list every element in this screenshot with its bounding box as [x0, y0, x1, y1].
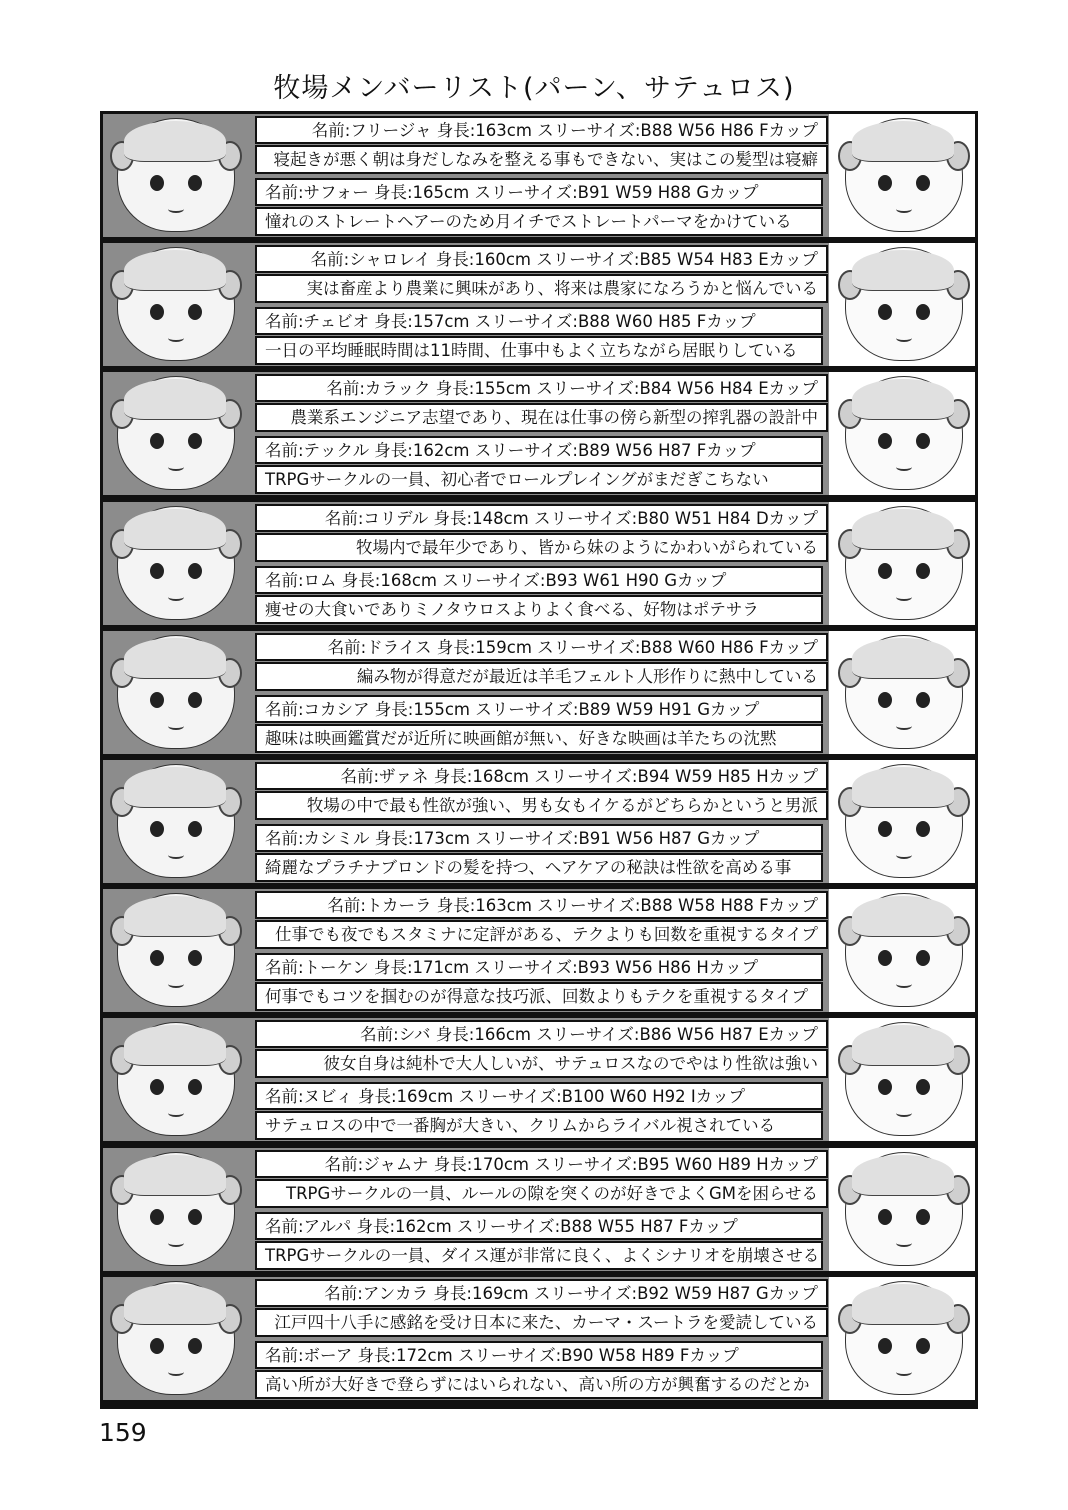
eye-icon — [150, 433, 164, 449]
eye-icon — [150, 304, 164, 320]
portrait-bottom-member — [845, 635, 963, 749]
portrait-top-member — [117, 1281, 235, 1395]
bottom-member-note: TRPGサークルの一員、ダイス運が非常に良く、よくシナリオを崩壊させる — [255, 1241, 823, 1270]
top-member-profile: 名前:ザァネ 身長:168cm スリーサイズ:B94 W59 H85 Hカップ — [255, 762, 828, 790]
mouth-icon — [168, 205, 184, 213]
bottom-member-note: 趣味は映画鑑賞だが近所に映画館が無い、好きな映画は羊たちの沈黙 — [255, 724, 823, 753]
member-row — [103, 243, 975, 366]
eye-icon — [916, 1079, 930, 1095]
eye-icon — [150, 563, 164, 579]
eye-icon — [878, 175, 892, 191]
page-number: 159 — [99, 1418, 147, 1447]
eye-icon — [916, 950, 930, 966]
eye-icon — [150, 1209, 164, 1225]
top-member-note: 江戸四十八手に感銘を受け日本に来た、カーマ・スートラを愛読している — [255, 1308, 828, 1337]
portrait-bottom-member — [845, 893, 963, 1007]
top-member-note: 彼女自身は純朴で大人しいが、サテュロスなのでやはり性欲は強い — [255, 1049, 828, 1078]
eye-icon — [916, 175, 930, 191]
top-member-profile: 名前:ドライス 身長:159cm スリーサイズ:B88 W60 H86 Fカップ — [255, 633, 828, 661]
eye-icon — [150, 1079, 164, 1095]
member-row — [103, 1148, 975, 1271]
hair-shape — [124, 896, 226, 937]
hair-shape — [852, 509, 954, 550]
eye-icon — [150, 175, 164, 191]
portrait-bottom-member — [845, 376, 963, 490]
hair-shape — [124, 767, 226, 808]
hair-shape — [852, 121, 954, 162]
mouth-icon — [168, 722, 184, 730]
portrait-bottom-member — [845, 764, 963, 878]
top-member-profile: 名前:シャロレイ 身長:160cm スリーサイズ:B85 W54 H83 Eカップ — [255, 245, 828, 273]
mouth-icon — [896, 593, 912, 601]
hair-shape — [852, 250, 954, 291]
top-member-profile: 名前:アンカラ 身長:169cm スリーサイズ:B92 W59 H87 Gカップ — [255, 1279, 828, 1307]
hair-shape — [852, 1025, 954, 1066]
mouth-icon — [168, 851, 184, 859]
bottom-member-note: TRPGサークルの一員、初心者でロールプレイングがまだぎこちない — [255, 465, 823, 494]
top-member-profile: 名前:コリデル 身長:148cm スリーサイズ:B80 W51 H84 Dカップ — [255, 504, 828, 532]
bottom-member-profile: 名前:テックル 身長:162cm スリーサイズ:B89 W56 H87 Fカップ — [255, 436, 823, 464]
mouth-icon — [168, 980, 184, 988]
bottom-member-note: 何事でもコツを掴むのが得意な技巧派、回数よりもテクを重視するタイプ — [255, 982, 823, 1011]
bottom-member-profile: 名前:カシミル 身長:173cm スリーサイズ:B91 W56 H87 Gカップ — [255, 824, 823, 852]
eye-icon — [188, 821, 202, 837]
member-row — [103, 889, 975, 1012]
top-member-note: 実は畜産より農業に興味があり、将来は農家になろうかと悩んでいる — [255, 274, 828, 303]
bottom-member-note: 綺麗なプラチナブロンドの髪を持つ、ヘアケアの秘訣は性欲を高める事 — [255, 853, 823, 882]
top-member-note: 牧場内で最年少であり、皆から妹のようにかわいがられている — [255, 533, 828, 562]
top-member-profile: 名前:シバ 身長:166cm スリーサイズ:B86 W56 H87 Eカップ — [255, 1020, 828, 1048]
mouth-icon — [896, 1368, 912, 1376]
portrait-bottom-member — [845, 1022, 963, 1136]
hair-shape — [124, 1284, 226, 1325]
bottom-member-note: 痩せの大食いでありミノタウロスよりよく食べる、好物はポテサラ — [255, 595, 823, 624]
eye-icon — [916, 433, 930, 449]
bottom-member-profile: 名前:ボーア 身長:172cm スリーサイズ:B90 W58 H89 Fカップ — [255, 1341, 823, 1369]
mouth-icon — [168, 1109, 184, 1117]
portrait-bottom-member — [845, 247, 963, 361]
portrait-bottom-member — [845, 1281, 963, 1395]
top-member-profile: 名前:カラック 身長:155cm スリーサイズ:B84 W56 H84 Eカップ — [255, 374, 828, 402]
mouth-icon — [168, 463, 184, 471]
member-row — [103, 1018, 975, 1141]
portrait-top-member — [117, 635, 235, 749]
mouth-icon — [896, 980, 912, 988]
mouth-icon — [896, 1239, 912, 1247]
top-member-note: TRPGサークルの一員、ルールの隙を突くのが好きでよくGMを困らせる — [255, 1179, 828, 1208]
bottom-member-profile: 名前:アルパ 身長:162cm スリーサイズ:B88 W55 H87 Fカップ — [255, 1212, 823, 1240]
eye-icon — [188, 692, 202, 708]
mouth-icon — [896, 851, 912, 859]
bottom-member-note: 憧れのストレートヘアーのため月イチでストレートパーマをかけている — [255, 207, 823, 236]
portrait-bottom-member — [845, 118, 963, 232]
eye-icon — [150, 692, 164, 708]
bottom-member-profile: 名前:ロム 身長:168cm スリーサイズ:B93 W61 H90 Gカップ — [255, 566, 823, 594]
eye-icon — [150, 821, 164, 837]
portrait-top-member — [117, 247, 235, 361]
member-row — [103, 372, 975, 495]
eye-icon — [188, 175, 202, 191]
eye-icon — [878, 433, 892, 449]
hair-shape — [852, 896, 954, 937]
mouth-icon — [896, 722, 912, 730]
mouth-icon — [168, 334, 184, 342]
mouth-icon — [896, 205, 912, 213]
member-rows — [103, 114, 975, 1406]
eye-icon — [878, 950, 892, 966]
top-member-note: 農業系エンジニア志望であり、現在は仕事の傍ら新型の搾乳器の設計中 — [255, 403, 828, 432]
eye-icon — [188, 1209, 202, 1225]
eye-icon — [916, 692, 930, 708]
portrait-top-member — [117, 764, 235, 878]
eye-icon — [878, 304, 892, 320]
eye-icon — [188, 563, 202, 579]
top-member-note: 編み物が得意だが最近は羊毛フェルト人形作りに熱中している — [255, 662, 828, 691]
bottom-member-profile: 名前:コカシア 身長:155cm スリーサイズ:B89 W59 H91 Gカップ — [255, 695, 823, 723]
top-member-profile: 名前:トカーラ 身長:163cm スリーサイズ:B88 W58 H88 Fカップ — [255, 891, 828, 919]
top-member-note: 寝起きが悪く朝は身だしなみを整える事もできない、実はこの髪型は寝癖 — [255, 145, 828, 174]
eye-icon — [916, 821, 930, 837]
member-row — [103, 760, 975, 883]
eye-icon — [188, 433, 202, 449]
bottom-member-profile: 名前:サフォー 身長:165cm スリーサイズ:B91 W59 H88 Gカップ — [255, 178, 823, 206]
bottom-member-profile: 名前:チェビオ 身長:157cm スリーサイズ:B88 W60 H85 Fカップ — [255, 307, 823, 335]
bottom-member-note: 一日の平均睡眠時間は11時間、仕事中もよく立ちながら居眠りしている — [255, 336, 823, 365]
eye-icon — [878, 821, 892, 837]
bottom-member-profile: 名前:ヌビィ 身長:169cm スリーサイズ:B100 W60 H92 Iカップ — [255, 1082, 823, 1110]
hair-shape — [852, 1284, 954, 1325]
page-title: 牧場メンバーリスト(パーン、サテュロス) — [273, 73, 795, 104]
portrait-top-member — [117, 376, 235, 490]
portrait-top-member — [117, 1152, 235, 1266]
portrait-top-member — [117, 118, 235, 232]
hair-shape — [852, 1155, 954, 1196]
hair-shape — [124, 250, 226, 291]
eye-icon — [188, 1338, 202, 1354]
member-row — [103, 1277, 975, 1400]
portrait-bottom-member — [845, 1152, 963, 1266]
portrait-top-member — [117, 893, 235, 1007]
hair-shape — [124, 121, 226, 162]
eye-icon — [878, 1209, 892, 1225]
member-row — [103, 114, 975, 237]
bottom-member-note: サテュロスの中で一番胸が大きい、クリムからライバル視されている — [255, 1111, 823, 1140]
top-member-note: 牧場の中で最も性欲が強い、男も女もイケるがどちらかというと男派 — [255, 791, 828, 820]
eye-icon — [916, 1209, 930, 1225]
hair-shape — [124, 638, 226, 679]
mouth-icon — [168, 593, 184, 601]
eye-icon — [188, 950, 202, 966]
eye-icon — [916, 304, 930, 320]
hair-shape — [124, 1155, 226, 1196]
eye-icon — [878, 692, 892, 708]
hair-shape — [852, 379, 954, 420]
eye-icon — [150, 950, 164, 966]
portrait-top-member — [117, 1022, 235, 1136]
mouth-icon — [896, 463, 912, 471]
eye-icon — [916, 563, 930, 579]
top-member-profile: 名前:ジャムナ 身長:170cm スリーサイズ:B95 W60 H89 Hカップ — [255, 1150, 828, 1178]
eye-icon — [916, 1338, 930, 1354]
portrait-top-member — [117, 506, 235, 620]
hair-shape — [124, 1025, 226, 1066]
portrait-bottom-member — [845, 506, 963, 620]
member-list-table — [100, 111, 978, 1409]
top-member-note: 仕事でも夜でもスタミナに定評がある、テクよりも回数を重視するタイプ — [255, 920, 828, 949]
hair-shape — [852, 638, 954, 679]
bottom-member-note: 高い所が大好きで登らずにはいられない、高い所の方が興奮するのだとか — [255, 1370, 823, 1399]
member-row — [103, 631, 975, 754]
eye-icon — [878, 563, 892, 579]
eye-icon — [878, 1338, 892, 1354]
bottom-member-profile: 名前:トーケン 身長:171cm スリーサイズ:B93 W56 H86 Hカップ — [255, 953, 823, 981]
member-row — [103, 502, 975, 625]
mouth-icon — [168, 1368, 184, 1376]
eye-icon — [150, 1338, 164, 1354]
hair-shape — [124, 509, 226, 550]
eye-icon — [188, 1079, 202, 1095]
top-member-profile: 名前:フリージャ 身長:163cm スリーサイズ:B88 W56 H86 Fカップ — [255, 116, 828, 144]
mouth-icon — [896, 334, 912, 342]
eye-icon — [878, 1079, 892, 1095]
hair-shape — [124, 379, 226, 420]
eye-icon — [188, 304, 202, 320]
mouth-icon — [896, 1109, 912, 1117]
mouth-icon — [168, 1239, 184, 1247]
hair-shape — [852, 767, 954, 808]
